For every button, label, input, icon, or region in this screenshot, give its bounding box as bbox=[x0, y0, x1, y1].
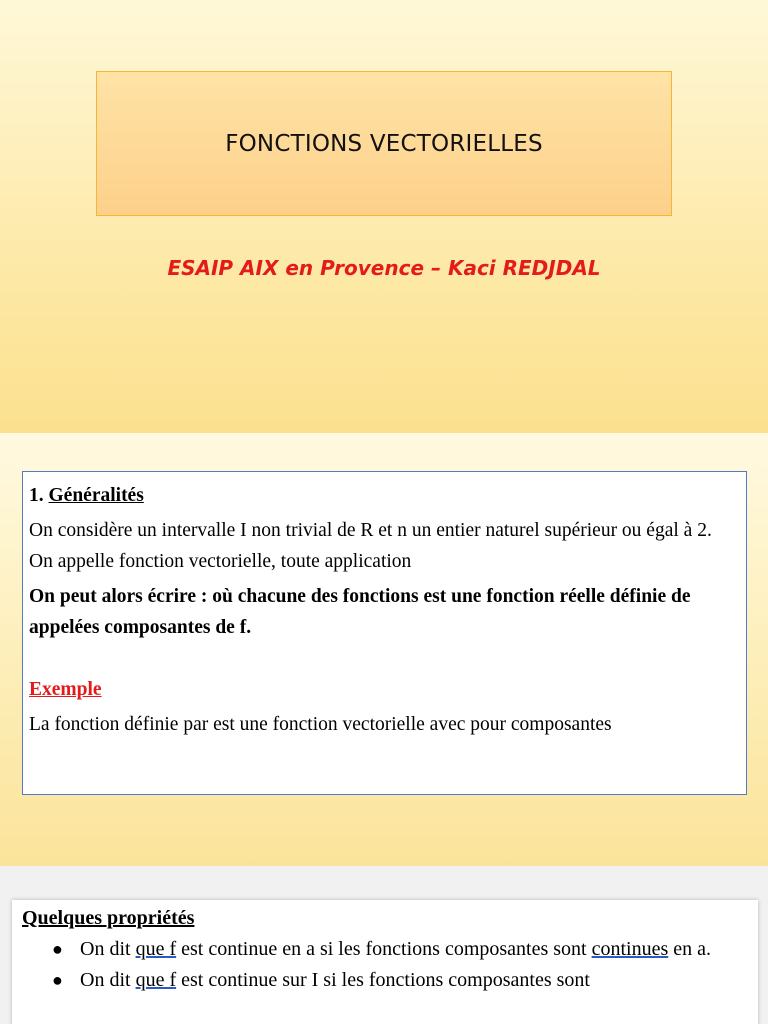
slide-title: FONCTIONS VECTORIELLES bbox=[225, 130, 543, 157]
properties-heading: Quelques propriétés bbox=[22, 907, 195, 929]
item-underlined-text: que f bbox=[135, 969, 177, 991]
properties-slide bbox=[0, 866, 768, 1024]
bullet-icon: ● bbox=[52, 970, 63, 990]
generalites-slide bbox=[0, 433, 768, 866]
properties-list bbox=[22, 934, 758, 996]
example-paragraph: La fonction définie par est une fonction vectorielle avec pour composantes bbox=[29, 714, 612, 735]
example-label: Exemple bbox=[29, 679, 102, 700]
composition-paragraph: On peut alors écrire : où chacune des fonctions est une fonction réelle définie de appelées composantes de f. bbox=[29, 586, 691, 638]
document-page bbox=[12, 900, 758, 1024]
section-title: Généralités bbox=[48, 485, 144, 506]
definition-paragraph: On considère un intervalle I non trivial de R et n un entier naturel supérieur ou égal à 2. On appelle fonction vectorielle, toute application bbox=[29, 520, 712, 572]
item-text: est continue en a si les fonctions composantes sont bbox=[176, 938, 592, 960]
section-number: 1. bbox=[29, 485, 49, 506]
item-text: On dit bbox=[80, 938, 136, 960]
item-text: On dit bbox=[80, 969, 136, 991]
item-underlined-text: que f bbox=[135, 938, 177, 960]
item-underlined-text: continues bbox=[591, 938, 669, 960]
item-text: est continue sur I si les fonctions composantes sont bbox=[176, 969, 590, 991]
list-item bbox=[22, 965, 758, 996]
item-text: en a. bbox=[668, 938, 712, 960]
content-box bbox=[22, 471, 747, 795]
title-box bbox=[96, 71, 672, 216]
section-heading bbox=[29, 480, 740, 511]
list-item bbox=[22, 934, 758, 965]
title-slide bbox=[0, 0, 768, 433]
slide-subtitle: ESAIP AIX en Provence – Kaci REDJDAL bbox=[167, 256, 601, 280]
bullet-icon: ● bbox=[52, 939, 63, 959]
